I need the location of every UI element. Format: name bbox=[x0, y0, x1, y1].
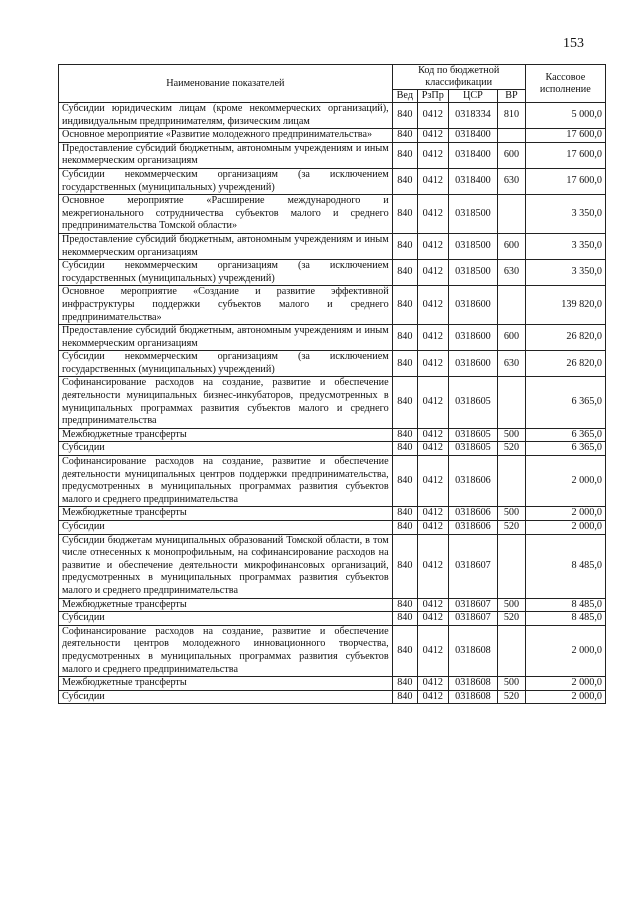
row-vr: 630 bbox=[498, 351, 525, 377]
table-row bbox=[59, 534, 606, 598]
row-ved: 840 bbox=[392, 456, 417, 507]
table-row bbox=[59, 142, 606, 168]
table-row bbox=[59, 168, 606, 194]
row-csr: 0318500 bbox=[448, 233, 498, 259]
row-amount: 2 000,0 bbox=[525, 625, 605, 676]
table-row bbox=[59, 351, 606, 377]
row-rzpr: 0412 bbox=[418, 612, 449, 626]
row-name: Межбюджетные трансферты bbox=[59, 677, 393, 691]
row-rzpr: 0412 bbox=[418, 456, 449, 507]
row-name: Основное мероприятие «Создание и развитие эффективной инфраструктуры поддержки субъектов малого и среднего предпринимательства» bbox=[59, 286, 393, 325]
row-vr: 600 bbox=[498, 233, 525, 259]
row-amount: 17 600,0 bbox=[525, 168, 605, 194]
row-vr: 520 bbox=[498, 690, 525, 704]
budget-table bbox=[58, 64, 606, 704]
row-vr: 810 bbox=[498, 103, 525, 129]
row-rzpr: 0412 bbox=[418, 598, 449, 612]
row-rzpr: 0412 bbox=[418, 286, 449, 325]
row-csr: 0318608 bbox=[448, 625, 498, 676]
row-csr: 0318605 bbox=[448, 442, 498, 456]
row-ved: 840 bbox=[392, 612, 417, 626]
row-name: Основное мероприятие «Развитие молодежного предпринимательства» bbox=[59, 129, 393, 143]
row-name: Субсидии бюджетам муниципальных образований Томской области, в том числе отнесенных к монопрофильным, на софинансирование расходов на развитие и обеспечение деятельности микрофинансовых организаций, предусмотренных в муниципальных программах развития субъектов малого и среднего предпринимательства bbox=[59, 534, 393, 598]
row-name: Субсидии bbox=[59, 442, 393, 456]
row-vr: 520 bbox=[498, 442, 525, 456]
table-row bbox=[59, 456, 606, 507]
table-row bbox=[59, 428, 606, 442]
table-body bbox=[59, 103, 606, 704]
row-amount: 2 000,0 bbox=[525, 677, 605, 691]
table-row bbox=[59, 103, 606, 129]
table-row bbox=[59, 442, 606, 456]
row-csr: 0318400 bbox=[448, 129, 498, 143]
row-name: Субсидии некоммерческим организациям (за исключением государственных (муниципальных) учреждений) bbox=[59, 168, 393, 194]
row-ved: 840 bbox=[392, 442, 417, 456]
row-rzpr: 0412 bbox=[418, 142, 449, 168]
row-csr: 0318600 bbox=[448, 286, 498, 325]
row-vr: 500 bbox=[498, 677, 525, 691]
row-csr: 0318500 bbox=[448, 260, 498, 286]
row-name: Предоставление субсидий бюджетным, автономным учреждениям и иным некоммерческим организациям bbox=[59, 233, 393, 259]
row-amount: 5 000,0 bbox=[525, 103, 605, 129]
header-row-top bbox=[59, 65, 606, 90]
table-row bbox=[59, 325, 606, 351]
row-csr: 0318606 bbox=[448, 521, 498, 535]
row-vr bbox=[498, 534, 525, 598]
row-name: Софинансирование расходов на создание, развитие и обеспечение деятельности центров молодежного инновационного творчества, предусмотренных в муниципальных программах развития субъектов малого и среднего предпринимательства bbox=[59, 625, 393, 676]
row-rzpr: 0412 bbox=[418, 677, 449, 691]
row-vr: 520 bbox=[498, 521, 525, 535]
row-csr: 0318605 bbox=[448, 377, 498, 428]
row-csr: 0318607 bbox=[448, 598, 498, 612]
row-csr: 0318400 bbox=[448, 142, 498, 168]
row-vr bbox=[498, 456, 525, 507]
table-row bbox=[59, 521, 606, 535]
row-ved: 840 bbox=[392, 351, 417, 377]
row-rzpr: 0412 bbox=[418, 521, 449, 535]
row-ved: 840 bbox=[392, 507, 417, 521]
row-vr bbox=[498, 625, 525, 676]
table-row bbox=[59, 233, 606, 259]
row-vr: 630 bbox=[498, 168, 525, 194]
table-row bbox=[59, 129, 606, 143]
row-amount: 3 350,0 bbox=[525, 233, 605, 259]
header-name: Наименование показателей bbox=[59, 65, 393, 103]
row-vr bbox=[498, 377, 525, 428]
row-amount: 6 365,0 bbox=[525, 442, 605, 456]
row-name: Основное мероприятие «Расширение международного и межрегионального сотрудничества субъектов малого и среднего предпринимательства Томской области» bbox=[59, 195, 393, 234]
row-name: Субсидии bbox=[59, 612, 393, 626]
row-ved: 840 bbox=[392, 233, 417, 259]
header-code-group: Код по бюджетной классификации bbox=[392, 65, 525, 90]
row-name: Межбюджетные трансферты bbox=[59, 428, 393, 442]
row-rzpr: 0412 bbox=[418, 168, 449, 194]
row-rzpr: 0412 bbox=[418, 625, 449, 676]
row-vr bbox=[498, 129, 525, 143]
row-ved: 840 bbox=[392, 677, 417, 691]
row-amount: 139 820,0 bbox=[525, 286, 605, 325]
row-csr: 0318608 bbox=[448, 677, 498, 691]
row-name: Межбюджетные трансферты bbox=[59, 507, 393, 521]
header-vr: ВР bbox=[498, 90, 525, 103]
table-row bbox=[59, 612, 606, 626]
row-ved: 840 bbox=[392, 625, 417, 676]
row-ved: 840 bbox=[392, 377, 417, 428]
row-ved: 840 bbox=[392, 260, 417, 286]
row-ved: 840 bbox=[392, 534, 417, 598]
row-rzpr: 0412 bbox=[418, 195, 449, 234]
table-row bbox=[59, 286, 606, 325]
header-csr: ЦСР bbox=[448, 90, 498, 103]
row-amount: 8 485,0 bbox=[525, 534, 605, 598]
row-name: Субсидии bbox=[59, 521, 393, 535]
table-row bbox=[59, 507, 606, 521]
table-row bbox=[59, 625, 606, 676]
row-rzpr: 0412 bbox=[418, 690, 449, 704]
row-amount: 17 600,0 bbox=[525, 129, 605, 143]
header-rzpr: РзПр bbox=[418, 90, 449, 103]
row-rzpr: 0412 bbox=[418, 233, 449, 259]
row-amount: 2 000,0 bbox=[525, 690, 605, 704]
row-rzpr: 0412 bbox=[418, 442, 449, 456]
row-name: Субсидии некоммерческим организациям (за исключением государственных (муниципальных) учреждений) bbox=[59, 260, 393, 286]
row-name: Софинансирование расходов на создание, развитие и обеспечение деятельности муниципальных бизнес-инкубаторов, предусмотренных в муниципальных программах развития субъектов малого и среднего предпринимательства bbox=[59, 377, 393, 428]
row-name: Предоставление субсидий бюджетным, автономным учреждениям и иным некоммерческим организациям bbox=[59, 325, 393, 351]
row-amount: 3 350,0 bbox=[525, 195, 605, 234]
table-row bbox=[59, 260, 606, 286]
row-ved: 840 bbox=[392, 168, 417, 194]
row-csr: 0318607 bbox=[448, 534, 498, 598]
row-csr: 0318606 bbox=[448, 456, 498, 507]
row-amount: 2 000,0 bbox=[525, 456, 605, 507]
row-amount: 3 350,0 bbox=[525, 260, 605, 286]
row-csr: 0318608 bbox=[448, 690, 498, 704]
row-ved: 840 bbox=[392, 690, 417, 704]
row-amount: 6 365,0 bbox=[525, 377, 605, 428]
row-amount: 8 485,0 bbox=[525, 612, 605, 626]
row-vr: 500 bbox=[498, 507, 525, 521]
row-rzpr: 0412 bbox=[418, 428, 449, 442]
row-amount: 26 820,0 bbox=[525, 351, 605, 377]
row-rzpr: 0412 bbox=[418, 103, 449, 129]
row-ved: 840 bbox=[392, 195, 417, 234]
row-ved: 840 bbox=[392, 598, 417, 612]
row-csr: 0318500 bbox=[448, 195, 498, 234]
table-row bbox=[59, 195, 606, 234]
row-ved: 840 bbox=[392, 521, 417, 535]
row-csr: 0318607 bbox=[448, 612, 498, 626]
row-rzpr: 0412 bbox=[418, 351, 449, 377]
row-vr: 500 bbox=[498, 598, 525, 612]
row-ved: 840 bbox=[392, 142, 417, 168]
page-number: 153 bbox=[563, 36, 584, 51]
row-vr: 630 bbox=[498, 260, 525, 286]
row-name: Межбюджетные трансферты bbox=[59, 598, 393, 612]
row-csr: 0318400 bbox=[448, 168, 498, 194]
row-vr: 520 bbox=[498, 612, 525, 626]
table-row bbox=[59, 690, 606, 704]
row-vr: 600 bbox=[498, 142, 525, 168]
row-rzpr: 0412 bbox=[418, 377, 449, 428]
row-vr: 500 bbox=[498, 428, 525, 442]
row-csr: 0318600 bbox=[448, 325, 498, 351]
row-rzpr: 0412 bbox=[418, 325, 449, 351]
row-ved: 840 bbox=[392, 103, 417, 129]
table-row bbox=[59, 677, 606, 691]
row-name: Субсидии юридическим лицам (кроме некоммерческих организаций), индивидуальным предпринимателям, физическим лицам bbox=[59, 103, 393, 129]
row-name: Софинансирование расходов на создание, развитие и обеспечение деятельности муниципальных центров поддержки предпринимательства, предусмотренных в муниципальных программах развития субъектов малого и среднего предпринимательства bbox=[59, 456, 393, 507]
row-csr: 0318606 bbox=[448, 507, 498, 521]
row-amount: 2 000,0 bbox=[525, 507, 605, 521]
row-vr bbox=[498, 195, 525, 234]
header-ved: Вед bbox=[392, 90, 417, 103]
row-rzpr: 0412 bbox=[418, 507, 449, 521]
row-name: Предоставление субсидий бюджетным, автономным учреждениям и иным некоммерческим организациям bbox=[59, 142, 393, 168]
header-execution: Кассовое исполнение bbox=[525, 65, 605, 103]
row-ved: 840 bbox=[392, 428, 417, 442]
row-name: Субсидии некоммерческим организациям (за исключением государственных (муниципальных) учреждений) bbox=[59, 351, 393, 377]
row-rzpr: 0412 bbox=[418, 260, 449, 286]
row-amount: 26 820,0 bbox=[525, 325, 605, 351]
row-ved: 840 bbox=[392, 325, 417, 351]
row-vr: 600 bbox=[498, 325, 525, 351]
row-ved: 840 bbox=[392, 129, 417, 143]
row-csr: 0318605 bbox=[448, 428, 498, 442]
row-vr bbox=[498, 286, 525, 325]
table-row bbox=[59, 598, 606, 612]
row-amount: 6 365,0 bbox=[525, 428, 605, 442]
row-name: Субсидии bbox=[59, 690, 393, 704]
row-rzpr: 0412 bbox=[418, 534, 449, 598]
row-csr: 0318334 bbox=[448, 103, 498, 129]
row-ved: 840 bbox=[392, 286, 417, 325]
row-amount: 17 600,0 bbox=[525, 142, 605, 168]
row-rzpr: 0412 bbox=[418, 129, 449, 143]
row-amount: 8 485,0 bbox=[525, 598, 605, 612]
row-amount: 2 000,0 bbox=[525, 521, 605, 535]
table-row bbox=[59, 377, 606, 428]
row-csr: 0318600 bbox=[448, 351, 498, 377]
